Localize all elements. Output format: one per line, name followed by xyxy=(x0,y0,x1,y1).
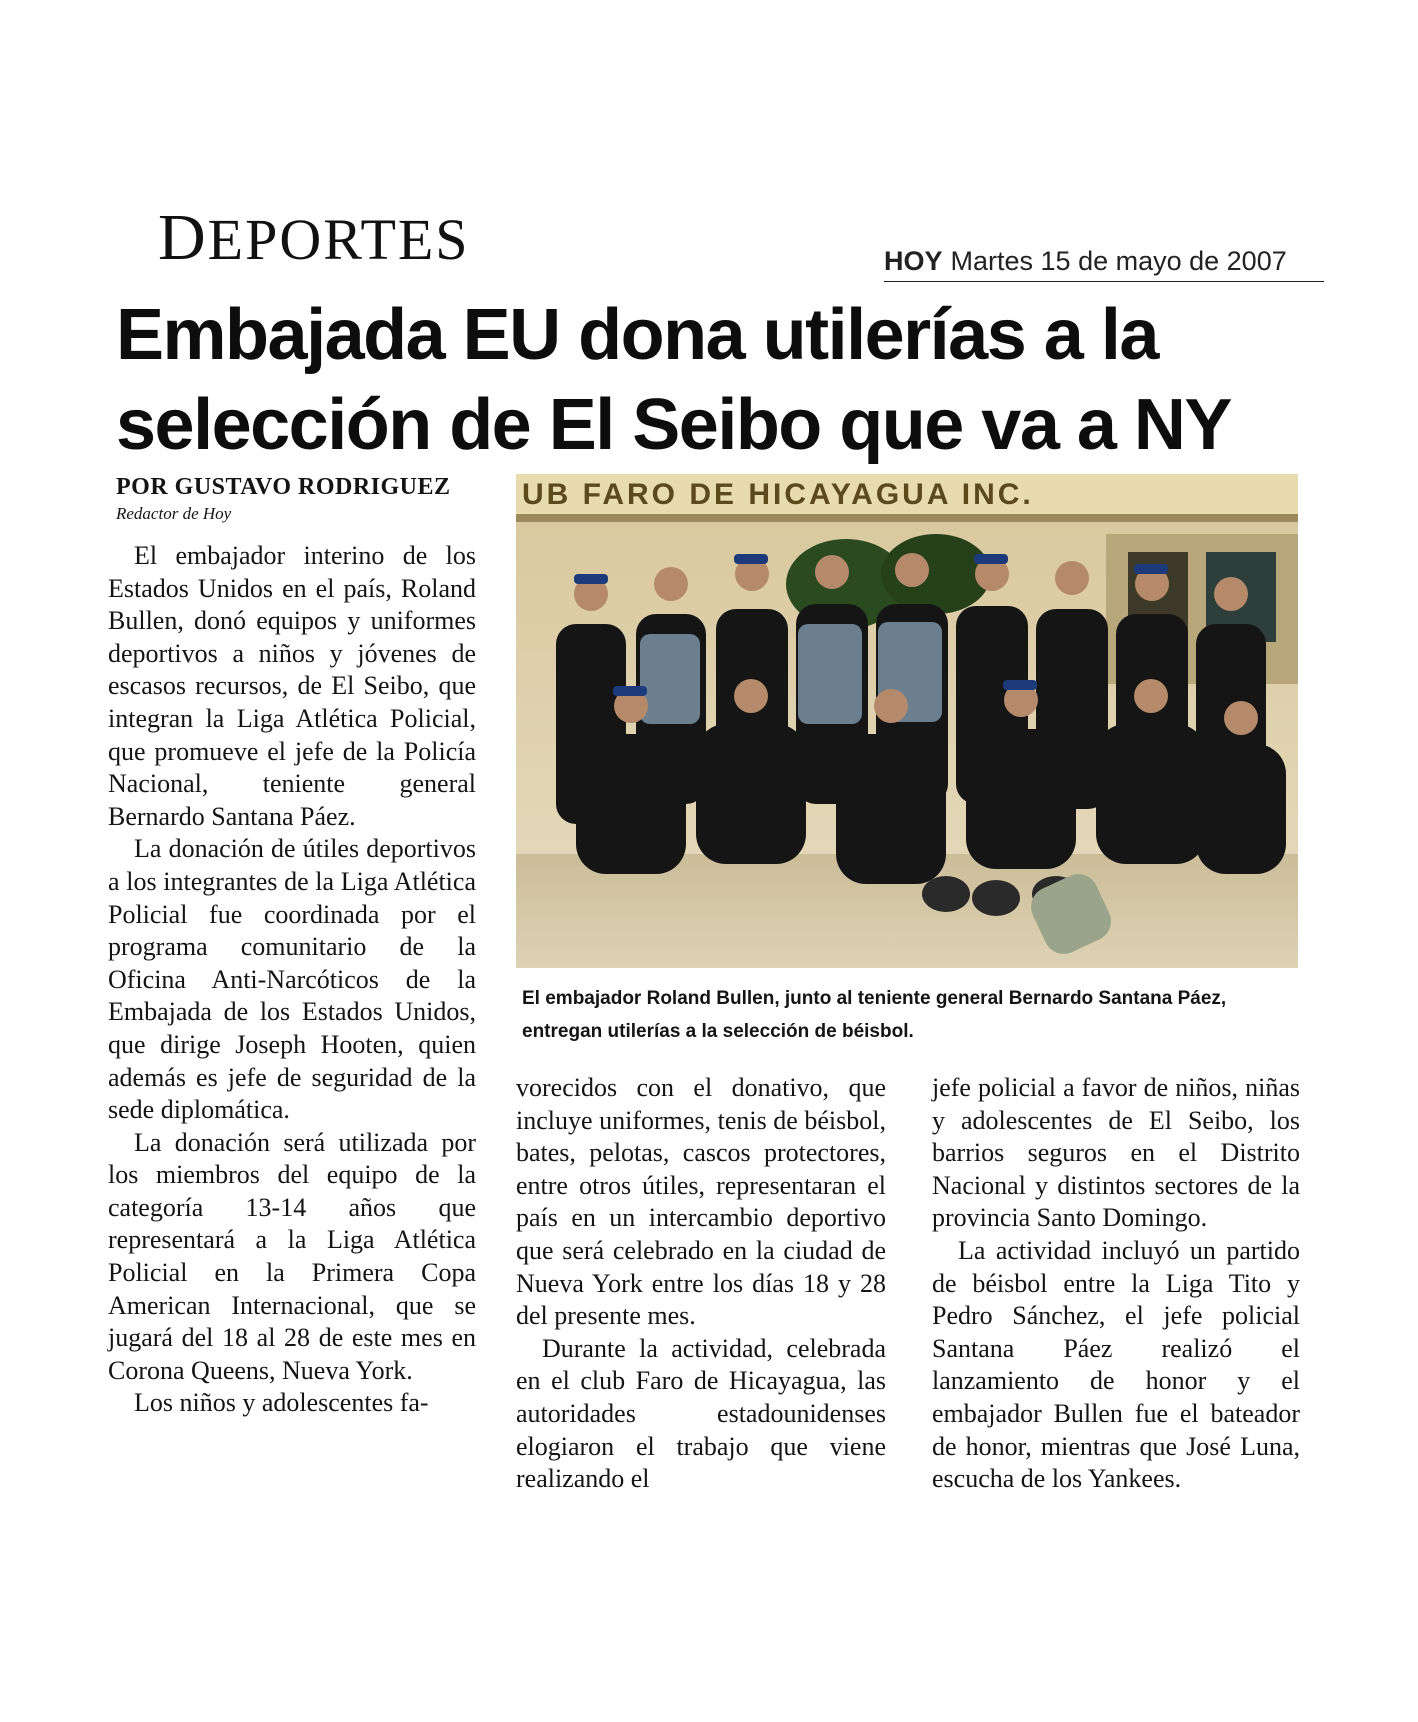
publication-date: Martes 15 de mayo de 2007 xyxy=(950,246,1287,276)
article-column-2 xyxy=(516,1072,886,1496)
paragraph: Los niños y adolescentes fa- xyxy=(134,1388,429,1418)
section-title xyxy=(158,200,470,276)
paragraph: La donación será utilizada por los miembros del equipo de la categoría 13-14 años que representará a la Liga Atlética Policial en la Primera Copa American Internacional, que se jugará del 18 al 28 de este mes en Corona Queens, Nueva York. xyxy=(108,1127,476,1385)
article-column-1 xyxy=(108,540,476,1420)
paragraph: jefe policial a favor de niños, niñas y adolescentes de El Seibo, los barrios seguros en el Distrito Nacional y distintos sectores de la provincia Santo Domingo. xyxy=(932,1073,1300,1233)
paragraph: La donación de útiles deportivos a los integrantes de la Liga Atlética Policial fue coordinada por el programa comunitario de la Oficina Anti-Narcóticos de la Embajada de los Estados Unidos, que dirige Joseph Hooten, quien además es jefe de seguridad de la sede diplomática. xyxy=(108,834,476,1125)
dateline xyxy=(884,246,1324,282)
section-initial: D xyxy=(158,201,208,274)
paragraph: Durante la actividad, celebrada en el club Faro de Hicayagua, las autoridades estadounidenses elogiaron el trabajo que viene realizando el xyxy=(516,1333,886,1494)
section-rest: EPORTES xyxy=(207,207,470,272)
article-column-3 xyxy=(932,1072,1300,1496)
team-photo xyxy=(516,474,1298,968)
byline-role: Redactor de Hoy xyxy=(116,504,232,523)
photo-sign-text: UB FARO DE HICAYAGUA INC. xyxy=(522,478,1034,511)
photo-image xyxy=(516,474,1298,968)
byline: POR GUSTAVO RODRIGUEZ xyxy=(116,474,451,500)
newspaper-name: HOY xyxy=(884,246,943,276)
paragraph: La actividad incluyó un partido de béisbol entre la Liga Tito y Pedro Sánchez, el jefe policial Santana Páez realizó el lanzamiento de honor y el embajador Bullen fue el bateador de honor, mientras que José Luna, escucha de los Yankees. xyxy=(932,1235,1300,1494)
paragraph: El embajador interino de los Estados Unidos en el país, Roland Bullen, donó equipos y uniformes deportivos a niños y jóvenes de escasos recursos, de El Seibo, que integran la Liga Atlética Policial, que promueve el jefe de la Policía Nacional, teniente general Bernardo Santana Páez. xyxy=(108,541,476,831)
photo-caption: El embajador Roland Bullen, junto al teniente general Bernardo Santana Páez, entregan utilerías a la selección de béisbol. xyxy=(522,988,1227,1042)
paragraph: vorecidos con el donativo, que incluye uniformes, tenis de béisbol, bates, pelotas, cascos protectores, entre otros útiles, representaran el país en un intercambio deportivo que será celebrado en la ciudad de Nueva York entre los días 18 y 28 del presente mes. xyxy=(516,1073,886,1331)
headline: Embajada EU dona utilerías a la selección de El Seibo que va a NY xyxy=(116,295,1231,465)
